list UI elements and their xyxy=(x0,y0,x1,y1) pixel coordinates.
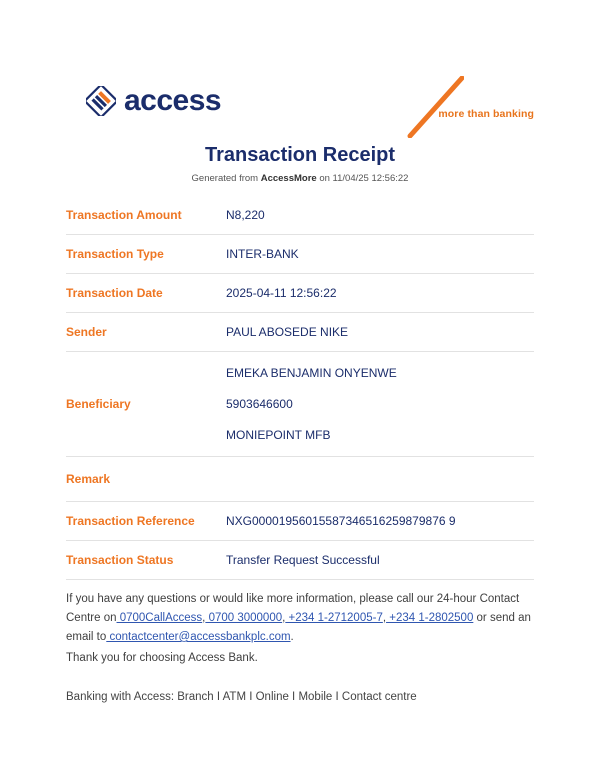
table-row xyxy=(66,274,534,313)
row-value-transaction-type: INTER-BANK xyxy=(226,235,534,274)
row-value-transaction-reference: NXG00001956015587346516259879876 9 xyxy=(226,502,534,541)
row-label-remark: Remark xyxy=(66,457,226,502)
row-label-transaction-type: Transaction Type xyxy=(66,235,226,274)
access-wordmark: access xyxy=(124,84,222,117)
generated-prefix: Generated from xyxy=(191,173,261,184)
receipt-card xyxy=(66,70,534,707)
sep-1: , xyxy=(282,611,286,624)
row-label-beneficiary: Beneficiary xyxy=(66,352,226,457)
email-link-contactcenter[interactable]: contactcenter@accessbankplc.com xyxy=(106,630,291,643)
receipt-footer xyxy=(66,590,534,707)
row-label-transaction-amount: Transaction Amount xyxy=(66,196,226,235)
beneficiary-name: EMEKA BENJAMIN ONYENWE xyxy=(226,366,397,380)
table-row xyxy=(66,541,534,580)
transaction-details-table xyxy=(66,196,534,580)
footer-text-1: If you have any questions or would like more information, please call our 24-hour Contact Centre on xyxy=(66,593,520,624)
beneficiary-bank: MONIEPOINT MFB xyxy=(226,428,331,442)
footer-text-3: . xyxy=(290,630,294,643)
row-label-sender: Sender xyxy=(66,313,226,352)
table-row xyxy=(66,352,534,457)
sep-2: , xyxy=(382,611,387,624)
row-value-transaction-date: 2025-04-11 12:56:22 xyxy=(226,274,534,313)
phone-link-2802500[interactable]: +234 1-2802500 xyxy=(386,611,474,624)
row-label-transaction-date: Transaction Date xyxy=(66,274,226,313)
receipt-header xyxy=(66,70,534,140)
row-label-transaction-status: Transaction Status xyxy=(66,541,226,580)
tagline-block xyxy=(334,76,534,138)
sep-0: , xyxy=(202,611,206,624)
phone-link-2712005[interactable]: +234 1-2712005-7 xyxy=(285,611,383,624)
table-row xyxy=(66,235,534,274)
row-value-beneficiary xyxy=(226,352,534,457)
access-diamond-icon xyxy=(86,86,116,116)
generated-suffix: on 11/04/25 12:56:22 xyxy=(316,173,409,184)
row-value-transaction-status: Transfer Request Successful xyxy=(226,541,534,580)
row-value-remark xyxy=(226,457,534,502)
table-row xyxy=(66,313,534,352)
tagline-text: more than banking xyxy=(438,108,534,120)
access-logo xyxy=(86,86,221,116)
footer-contact-paragraph xyxy=(66,590,534,647)
table-row xyxy=(66,457,534,502)
table-row xyxy=(66,502,534,541)
table-row xyxy=(66,196,534,235)
generated-source: AccessMore xyxy=(260,173,317,184)
generated-from-note xyxy=(66,173,534,184)
row-value-sender: PAUL ABOSEDE NIKE xyxy=(226,313,534,352)
row-value-transaction-amount: N8,220 xyxy=(226,196,534,235)
phone-link-07003000000[interactable]: 0700 3000000 xyxy=(205,611,283,624)
phone-link-0700callaccess[interactable]: 0700CallAccess xyxy=(116,611,203,624)
beneficiary-account-number: 5903646600 xyxy=(226,397,293,411)
footer-text-2: or send an email to xyxy=(66,611,531,643)
swoosh-icon xyxy=(404,76,464,138)
row-label-transaction-reference: Transaction Reference xyxy=(66,502,226,541)
footer-channels: Banking with Access: Branch I ATM I Online I Mobile I Contact centre xyxy=(66,690,417,703)
footer-thanks: Thank you for choosing Access Bank. xyxy=(66,651,258,664)
page-title: Transaction Receipt xyxy=(204,144,396,166)
